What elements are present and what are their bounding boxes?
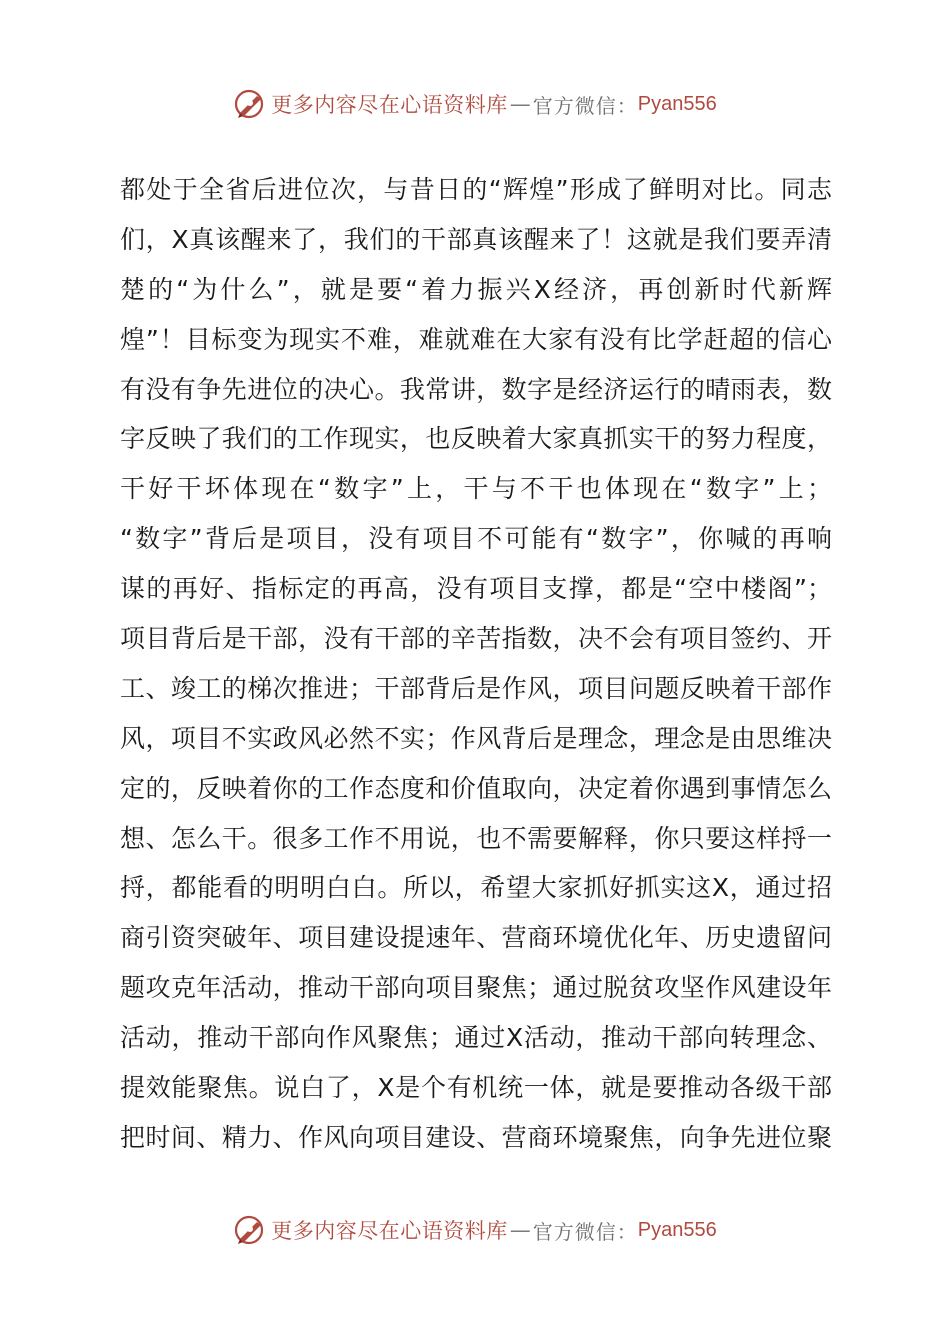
text-line: 都处于全省后进位次，与昔日的“辉煌”形成了鲜明对比。同志: [120, 175, 832, 204]
footer-banner: [0, 1210, 950, 1250]
text-line: 有没有争先进位的决心。我常讲，数字是经济运行的晴雨表，数: [120, 374, 832, 404]
header-banner-content: [233, 87, 716, 121]
text-line: 风，项目不实政风必然不实；作风背后是理念，理念是由思维决: [120, 723, 832, 753]
text-line: 捋，都能看的明明白白。所以，希望大家抓好抓实这X，通过招: [120, 873, 832, 903]
text-line: 工、竣工的梯次推进；干部背后是作风，项目问题反映着干部作: [120, 673, 832, 703]
text-line: 提效能聚焦。说白了，X是个有机统一体，就是要推动各级干部: [120, 1073, 832, 1103]
footer-banner-content: [233, 1213, 716, 1247]
text-line: 把时间、精力、作风向项目建设、营商环境聚焦，向争先进位聚: [120, 1122, 832, 1152]
banner-title: 更多内容尽在心语资料库: [271, 1219, 508, 1243]
text-line: 煌”！目标变为现实不难，难就难在大家有没有比学赶超的信心: [120, 324, 832, 354]
banner-dash: —: [509, 92, 531, 116]
pen-logo-icon: [233, 1213, 267, 1247]
text-line: 字反映了我们的工作现实，也反映着大家真抓实干的努力程度，: [120, 424, 832, 454]
text-line: 楚的“为什么”，就是要“着力振兴X经济，再创新时代新辉: [120, 274, 832, 304]
banner-wechat-id: Pyan556: [637, 92, 717, 115]
text-line: 们，X真该醒来了，我们的干部真该醒来了！这就是我们要弄清: [120, 224, 832, 254]
text-line: 项目背后是干部，没有干部的辛苦指数，决不会有项目签约、开: [120, 624, 832, 654]
text-line: “数字”背后是项目，没有项目不可能有“数字”，你喊的再响: [120, 524, 832, 554]
text-line: 谋的再好、指标定的再高，没有项目支撑，都是“空中楼阁”；: [120, 574, 832, 604]
document-body: [120, 165, 832, 1163]
text-line: 商引资突破年、项目建设提速年、营商环境优化年、历史遗留问: [120, 923, 832, 953]
pen-logo-icon: [233, 87, 267, 121]
text-line: 题攻克年活动，推动干部向项目聚焦；通过脱贫攻坚作风建设年: [120, 973, 832, 1003]
banner-wechat-label: 官方微信：: [532, 1219, 638, 1244]
banner-wechat-id: Pyan556: [637, 1218, 717, 1241]
header-banner: [0, 84, 950, 124]
banner-dash: —: [509, 1218, 531, 1242]
banner-title: 更多内容尽在心语资料库: [271, 93, 508, 117]
text-line: 想、怎么干。很多工作不用说，也不需要解释，你只要这样捋一: [120, 823, 832, 853]
text-line: 活动，推动干部向作风聚焦；通过X活动，推动干部向转理念、: [120, 1023, 832, 1053]
text-line: 定的，反映着你的工作态度和价值取向，决定着你遇到事情怎么: [120, 773, 832, 803]
text-line: 干好干坏体现在“数字”上，干与不干也体现在“数字”上；: [120, 474, 832, 504]
banner-wechat-label: 官方微信：: [532, 93, 638, 118]
